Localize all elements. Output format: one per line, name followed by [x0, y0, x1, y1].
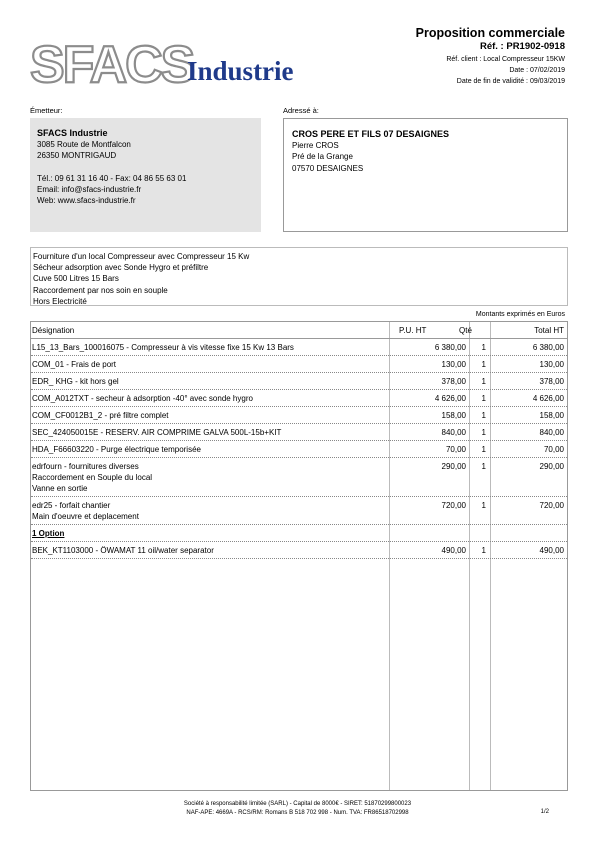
cell-unit-price: 720,00	[441, 501, 466, 510]
header-designation: Désignation	[32, 326, 75, 335]
recipient-contact: Pierre CROS	[292, 141, 339, 151]
items-table	[30, 321, 568, 791]
description-line: Raccordement par nos soin en souple	[33, 285, 168, 295]
table-row	[31, 407, 567, 424]
company-logo	[30, 30, 320, 92]
cell-quantity: 1	[481, 501, 486, 510]
cell-designation	[32, 410, 387, 421]
cell-designation	[32, 393, 387, 404]
emitter-address1: 3085 Route de Montfalcon	[37, 140, 131, 150]
cell-quantity: 1	[481, 343, 486, 352]
cell-quantity: 1	[481, 546, 486, 555]
cell-total: 840,00	[539, 428, 564, 437]
cell-total: 158,00	[539, 411, 564, 420]
cell-unit-price: 290,00	[441, 462, 466, 471]
emitter-box	[30, 118, 261, 232]
recipient-address1: Pré de la Grange	[292, 152, 353, 162]
cell-unit-price: 490,00	[441, 546, 466, 555]
designation-line: COM_A012TXT - secheur à adsorption -40° avec sonde hygro	[32, 394, 253, 403]
designation-line: COM_CF0012B1_2 - pré filtre complet	[32, 411, 169, 420]
header-total: Total HT	[534, 326, 564, 335]
designation-line: EDR_ KHG - kit hors gel	[32, 377, 119, 386]
cell-designation	[32, 359, 387, 370]
designation-line: Raccordement en Souple du local	[32, 473, 153, 482]
cell-unit-price: 840,00	[441, 428, 466, 437]
footer-legal-line1: Société à responsabilité limitée (SARL) - Capital de 8000€ - SIRET: 51870299800023	[183, 801, 412, 807]
cell-total: 490,00	[539, 546, 564, 555]
table-header	[31, 322, 567, 339]
page-footer	[0, 800, 595, 818]
cell-designation	[32, 528, 387, 539]
header-unit-price: P.U. HT	[399, 326, 427, 335]
currency-note: Montants exprimés en Euros	[475, 311, 565, 318]
cell-total: 6 380,00	[532, 343, 564, 352]
cell-total: 720,00	[539, 501, 564, 510]
cell-designation	[32, 444, 387, 455]
document-title: Proposition commerciale	[415, 26, 565, 40]
cell-total: 70,00	[543, 445, 564, 454]
cell-designation	[32, 545, 387, 556]
document-ref: Réf. : PR1902-0918	[479, 41, 565, 52]
table-row	[31, 339, 567, 356]
header-quantity: Qté	[459, 326, 472, 335]
cell-designation	[32, 500, 387, 522]
emitter-email: Email: info@sfacs-industrie.fr	[37, 184, 142, 194]
cell-total: 378,00	[539, 377, 564, 386]
emitter-label: Émetteur:	[30, 106, 63, 115]
table-row	[31, 373, 567, 390]
cell-designation	[32, 342, 387, 353]
cell-quantity: 1	[481, 445, 486, 454]
designation-line: Main d'oeuvre et deplacement	[32, 512, 139, 521]
emitter-web: Web: www.sfacs-industrie.fr	[37, 196, 136, 206]
cell-unit-price: 158,00	[441, 411, 466, 420]
cell-total: 4 626,00	[532, 394, 564, 403]
document-header	[416, 26, 565, 87]
cell-designation	[32, 461, 387, 494]
cell-unit-price: 378,00	[441, 377, 466, 386]
designation-line: edr25 - forfait chantier	[32, 501, 111, 510]
designation-line: edrfourn - fournitures diverses	[32, 462, 139, 471]
cell-quantity: 1	[481, 428, 486, 437]
cell-total: 290,00	[539, 462, 564, 471]
emitter-name: SFACS Industrie	[37, 128, 108, 138]
document-meta	[416, 54, 565, 87]
table-row	[31, 497, 567, 525]
recipient-name: CROS PERE ET FILS 07 DESAIGNES	[292, 129, 450, 139]
cell-quantity: 1	[481, 462, 486, 471]
cell-quantity: 1	[481, 360, 486, 369]
recipient-label: Adressé à:	[283, 106, 319, 115]
logo-graphic	[30, 30, 320, 92]
designation-line: Vanne en sortie	[32, 484, 88, 493]
designation-line: COM_01 - Frais de port	[32, 360, 117, 369]
recipient-address2: 07570 DESAIGNES	[292, 163, 364, 173]
cell-total: 130,00	[539, 360, 564, 369]
logo-brand-text: SFACS	[30, 36, 194, 92]
logo-sub-text: Industrie	[187, 56, 294, 86]
cell-designation	[32, 376, 387, 387]
page-number: 1/2	[540, 809, 549, 815]
section-row	[31, 525, 567, 542]
table-row	[31, 424, 567, 441]
document-date: Date : 07/02/2019	[509, 67, 565, 74]
recipient-box	[283, 118, 568, 232]
cell-unit-price: 4 626,00	[434, 394, 466, 403]
cell-unit-price: 70,00	[445, 445, 466, 454]
designation-line: 1 Option	[32, 529, 65, 538]
description-line: Fourniture d'un local Compresseur avec Compresseur 15 Kw	[33, 252, 250, 261]
description-line: Cuve 500 Litres 15 Bars	[33, 274, 119, 284]
table-row	[31, 390, 567, 407]
table-row	[31, 356, 567, 373]
designation-line: BEK_KT1103000 - ÖWAMAT 11 oil/water separator	[32, 546, 214, 555]
table-row	[31, 441, 567, 458]
designation-line: L15_13_Bars_100016075 - Compresseur à vis vitesse fixe 15 Kw 13 Bars	[32, 343, 294, 352]
table-row	[31, 458, 567, 497]
validity-date: Date de fin de validité : 09/03/2019	[456, 78, 565, 85]
cell-quantity: 1	[481, 394, 486, 403]
cell-unit-price: 6 380,00	[434, 343, 466, 352]
offer-description	[30, 247, 568, 306]
cell-quantity: 1	[481, 411, 486, 420]
table-row	[31, 542, 567, 559]
emitter-phone: Tél.: 09 61 31 16 40 - Fax: 04 86 55 63 01	[37, 173, 187, 183]
designation-line: SEC_424050015E - RESERV. AIR COMPRIME GALVA 500L-15b+KIT	[32, 428, 282, 437]
designation-line: HDA_F66603220 - Purge électrique temporisée	[32, 445, 201, 454]
description-line: Sécheur adsorption avec Sonde Hygro et préfiltre	[33, 263, 209, 273]
footer-legal-line2: NAF-APE: 4669A - RCS/RM: Romans B 518 702 998 - Num. TVA: FR86518702998	[186, 810, 409, 816]
cell-designation	[32, 427, 387, 438]
cell-quantity: 1	[481, 377, 486, 386]
client-ref: Réf. client : Local Compresseur 15KW	[446, 56, 565, 63]
description-line: Hors Electricité	[33, 296, 87, 306]
cell-unit-price: 130,00	[441, 360, 466, 369]
emitter-address2: 26350 MONTRIGAUD	[37, 151, 117, 161]
